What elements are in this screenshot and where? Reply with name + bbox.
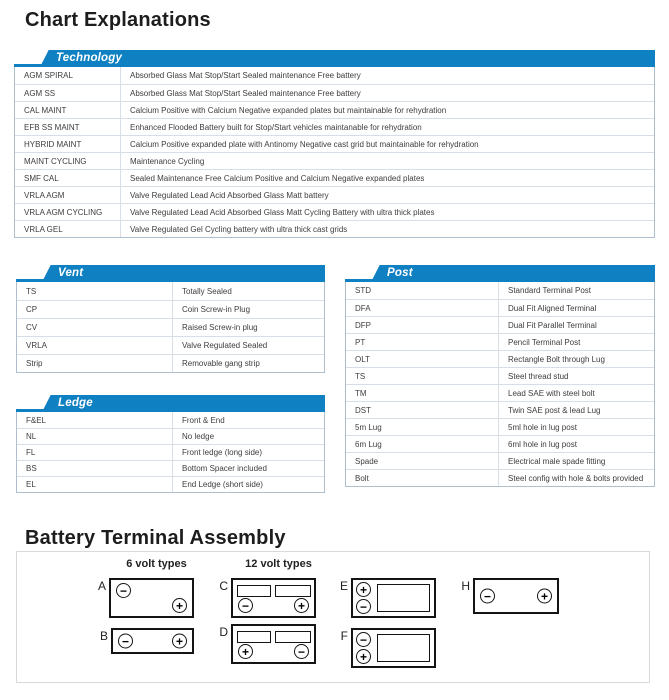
diagram-label: B bbox=[99, 629, 108, 643]
description-cell: Pencil Terminal Post bbox=[508, 337, 581, 347]
table-row bbox=[15, 169, 654, 186]
diagram-label: H bbox=[461, 579, 470, 593]
diagram-label: A bbox=[97, 579, 106, 593]
description-cell: Maintenance Cycling bbox=[130, 156, 205, 166]
table-row bbox=[346, 316, 654, 333]
six-volt-types-label: 6 volt types bbox=[126, 558, 187, 570]
technology-table-header bbox=[14, 50, 655, 67]
table-row bbox=[17, 476, 324, 492]
code-cell: EL bbox=[17, 477, 173, 492]
code-cell: EFB SS MAINT bbox=[15, 119, 121, 135]
code-cell: MAINT CYCLING bbox=[15, 153, 121, 169]
description-cell: Dual Fit Aligned Terminal bbox=[508, 303, 597, 313]
description-cell: Front ledge (long side) bbox=[182, 448, 263, 457]
plus-terminal-icon: + bbox=[172, 634, 187, 649]
code-cell: DFA bbox=[346, 300, 499, 316]
code-cell: CV bbox=[17, 319, 173, 336]
header-bar bbox=[371, 265, 655, 282]
code-cell: AGM SPIRAL bbox=[15, 67, 121, 84]
code-cell: TM bbox=[346, 385, 499, 401]
description-cell: Bottom Spacer included bbox=[182, 464, 267, 473]
table-row bbox=[346, 401, 654, 418]
vent-cover bbox=[237, 631, 271, 643]
table-row bbox=[15, 220, 654, 237]
table-row bbox=[15, 152, 654, 169]
description-cell: Valve Regulated Lead Acid Absorbed Glass Matt Cycling Battery with ultra thick plates bbox=[130, 207, 435, 217]
code-cell: F&EL bbox=[17, 412, 173, 428]
battery-outline bbox=[351, 578, 436, 618]
technology-table-body bbox=[14, 67, 655, 238]
code-cell: 5m Lug bbox=[346, 419, 499, 435]
code-cell: VRLA GEL bbox=[15, 221, 121, 237]
table-row bbox=[17, 354, 324, 372]
battery-diagram-h bbox=[458, 578, 559, 614]
table-title: Technology bbox=[56, 52, 123, 64]
battery-diagram-f bbox=[336, 628, 436, 668]
description-cell: Steel thread stud bbox=[508, 371, 569, 381]
diagram-label: F bbox=[340, 629, 348, 643]
description-cell: Coin Screw-in Plug bbox=[182, 305, 251, 314]
terminal-assembly-box bbox=[16, 551, 650, 683]
table-row bbox=[17, 282, 324, 300]
plus-terminal-icon: + bbox=[238, 644, 253, 659]
table-row bbox=[17, 300, 324, 318]
plus-terminal-icon: + bbox=[294, 598, 309, 613]
code-cell: STD bbox=[346, 282, 499, 299]
table-row bbox=[346, 452, 654, 469]
header-bar bbox=[40, 50, 655, 67]
battery-diagram-d bbox=[216, 624, 316, 664]
ledge-table bbox=[16, 395, 325, 493]
battery-outline bbox=[473, 578, 559, 614]
description-cell: 6ml hole in lug post bbox=[508, 439, 577, 449]
plus-terminal-icon: + bbox=[356, 649, 371, 664]
diagram-label: C bbox=[219, 579, 228, 593]
table-row bbox=[17, 428, 324, 444]
twelve-volt-types-label: 12 volt types bbox=[245, 558, 312, 570]
vent-cover bbox=[237, 585, 271, 597]
vent-table-body bbox=[16, 282, 325, 373]
header-underline bbox=[345, 279, 379, 282]
code-cell: NL bbox=[17, 429, 173, 444]
description-cell: Removable gang strip bbox=[182, 359, 260, 368]
table-row bbox=[17, 412, 324, 428]
description-cell: Totally Sealed bbox=[182, 286, 232, 296]
description-cell: Twin SAE post & lead Lug bbox=[508, 405, 601, 415]
table-row bbox=[346, 384, 654, 401]
code-cell: TS bbox=[346, 368, 499, 384]
battery-outline bbox=[109, 578, 194, 618]
assembly-section-title: Battery Terminal Assembly bbox=[25, 527, 286, 549]
header-underline bbox=[14, 64, 48, 67]
description-cell: Valve Regulated Gel Cycling battery with ultra thick cast grids bbox=[130, 224, 348, 234]
description-cell: Absorbed Glass Mat Stop/Start Sealed maintenance Free battery bbox=[130, 88, 361, 98]
ledge-table-header bbox=[16, 395, 325, 412]
table-row bbox=[17, 336, 324, 354]
code-cell: FL bbox=[17, 445, 173, 460]
battery-diagram-b bbox=[96, 628, 194, 654]
ledge-table-body bbox=[16, 412, 325, 493]
table-row bbox=[346, 418, 654, 435]
description-cell: Calcium Positive expanded plate with Antinomy Negative cast grid but maintainable for rehydration bbox=[130, 139, 479, 149]
description-cell: Standard Terminal Post bbox=[508, 286, 592, 295]
table-row bbox=[346, 333, 654, 350]
minus-terminal-icon: − bbox=[294, 644, 309, 659]
table-row bbox=[17, 444, 324, 460]
diagram-label: E bbox=[339, 579, 348, 593]
table-title: Vent bbox=[58, 267, 84, 279]
table-row bbox=[346, 282, 654, 299]
code-cell: BS bbox=[17, 461, 173, 476]
table-row bbox=[346, 350, 654, 367]
plus-terminal-icon: + bbox=[356, 582, 371, 597]
header-bar bbox=[42, 265, 325, 282]
description-cell: Absorbed Glass Mat Stop/Start Sealed maintenance Free battery bbox=[130, 71, 361, 80]
code-cell: 6m Lug bbox=[346, 436, 499, 452]
battery-diagram-c bbox=[216, 578, 316, 618]
table-row bbox=[346, 469, 654, 486]
code-cell: CAL MAINT bbox=[15, 102, 121, 118]
table-row bbox=[15, 84, 654, 101]
code-cell: SMF CAL bbox=[15, 170, 121, 186]
code-cell: HYBRID MAINT bbox=[15, 136, 121, 152]
table-row bbox=[15, 135, 654, 152]
technology-table bbox=[14, 50, 655, 238]
post-table-header bbox=[345, 265, 655, 282]
code-cell: Spade bbox=[346, 453, 499, 469]
minus-terminal-icon: − bbox=[480, 589, 495, 604]
vent-table bbox=[16, 265, 325, 373]
code-cell: OLT bbox=[346, 351, 499, 367]
vent-cover bbox=[275, 585, 311, 597]
description-cell: Raised Screw-in plug bbox=[182, 323, 258, 332]
code-cell: VRLA AGM bbox=[15, 187, 121, 203]
table-row bbox=[346, 435, 654, 452]
table-title: Post bbox=[387, 267, 413, 279]
code-cell: AGM SS bbox=[15, 85, 121, 101]
description-cell: End Ledge (short side) bbox=[182, 480, 263, 489]
code-cell: DST bbox=[346, 402, 499, 418]
battery-diagram-a bbox=[94, 578, 194, 618]
table-row bbox=[346, 299, 654, 316]
vent-table-header bbox=[16, 265, 325, 282]
description-cell: Electrical male spade fitting bbox=[508, 456, 606, 466]
description-cell: Lead SAE with steel bolt bbox=[508, 388, 595, 398]
table-row bbox=[346, 367, 654, 384]
header-underline bbox=[16, 279, 50, 282]
minus-terminal-icon: − bbox=[118, 634, 133, 649]
code-cell: CP bbox=[17, 301, 173, 318]
cell-window bbox=[377, 634, 430, 662]
description-cell: Steel config with hole & bolts provided bbox=[508, 473, 644, 483]
plus-terminal-icon: + bbox=[172, 598, 187, 613]
header-underline bbox=[16, 409, 50, 412]
battery-diagram-e bbox=[336, 578, 436, 618]
vent-cover bbox=[275, 631, 311, 643]
code-cell: Bolt bbox=[346, 470, 499, 486]
code-cell: PT bbox=[346, 334, 499, 350]
description-cell: Valve Regulated Sealed bbox=[182, 341, 268, 350]
table-row bbox=[15, 186, 654, 203]
minus-terminal-icon: − bbox=[116, 583, 131, 598]
description-cell: 5ml hole in lug post bbox=[508, 422, 577, 432]
description-cell: Rectangle Bolt through Lug bbox=[508, 354, 605, 364]
code-cell: VRLA bbox=[17, 337, 173, 354]
table-title: Ledge bbox=[58, 397, 93, 409]
description-cell: Front & End bbox=[182, 415, 225, 425]
table-row bbox=[17, 460, 324, 476]
table-row bbox=[15, 118, 654, 135]
code-cell: VRLA AGM CYCLING bbox=[15, 204, 121, 220]
battery-outline bbox=[351, 628, 436, 668]
post-table bbox=[345, 265, 655, 487]
plus-terminal-icon: + bbox=[537, 589, 552, 604]
table-row bbox=[17, 318, 324, 336]
description-cell: Dual Fit Parallel Terminal bbox=[508, 320, 597, 330]
diagram-label: D bbox=[219, 625, 228, 639]
table-row bbox=[15, 203, 654, 220]
table-row bbox=[15, 67, 654, 84]
cell-window bbox=[377, 584, 430, 612]
battery-outline bbox=[231, 624, 316, 664]
description-cell: No ledge bbox=[182, 432, 215, 441]
minus-terminal-icon: − bbox=[356, 632, 371, 647]
battery-outline bbox=[111, 628, 194, 654]
minus-terminal-icon: − bbox=[356, 599, 371, 614]
code-cell: TS bbox=[17, 282, 173, 300]
description-cell: Sealed Maintenance Free Calcium Positive and Calcium Negative expanded plates bbox=[130, 173, 425, 183]
code-cell: Strip bbox=[17, 355, 173, 372]
table-row bbox=[15, 101, 654, 118]
minus-terminal-icon: − bbox=[238, 598, 253, 613]
page-title: Chart Explanations bbox=[25, 9, 211, 31]
code-cell: DFP bbox=[346, 317, 499, 333]
description-cell: Calcium Positive with Calcium Negative expanded plates but maintainable for rehydration bbox=[130, 105, 447, 115]
description-cell: Enhanced Flooded Battery built for Stop/Start vehicles maintanable for rehydration bbox=[130, 122, 422, 132]
battery-outline bbox=[231, 578, 316, 618]
description-cell: Valve Regulated Lead Acid Absorbed Glass Matt battery bbox=[130, 190, 329, 200]
post-table-body bbox=[345, 282, 655, 487]
